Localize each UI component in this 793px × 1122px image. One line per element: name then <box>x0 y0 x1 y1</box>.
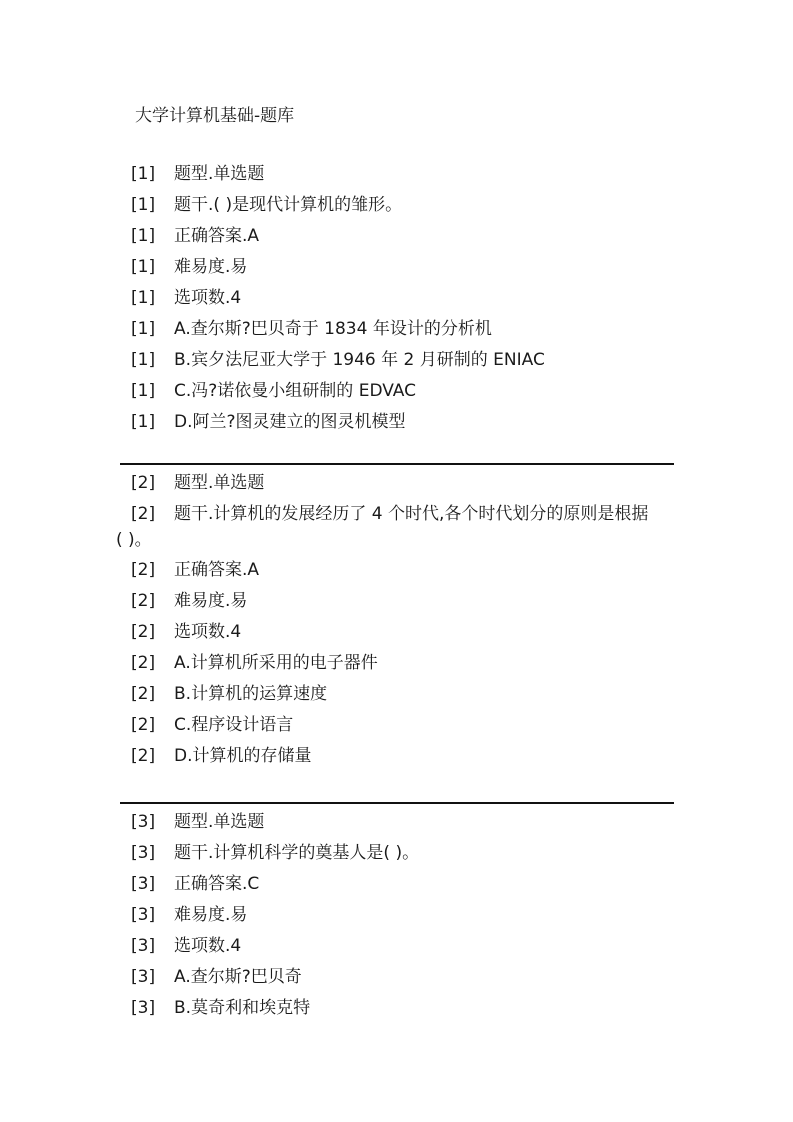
option-count: 选项数.4 <box>174 936 242 956</box>
question-number: [3] <box>131 843 156 863</box>
question-number: [1] <box>131 195 156 215</box>
question-number: [1] <box>131 381 156 401</box>
question-number: [1] <box>131 164 156 184</box>
question-number: [2] <box>131 653 156 673</box>
question-type: 题型.单选题 <box>174 473 265 493</box>
question-number: [3] <box>131 874 156 894</box>
question-line <box>120 410 680 441</box>
document-title: 大学计算机基础-题库 <box>135 106 295 126</box>
question-number: [1] <box>131 226 156 246</box>
question-number: [1] <box>131 319 156 339</box>
question-stem: 题干.计算机科学的奠基人是( )。 <box>174 843 420 863</box>
question-line <box>120 589 680 620</box>
question-type: 题型.单选题 <box>174 164 265 184</box>
question-stem-continuation: ( )。 <box>116 530 152 550</box>
question-line <box>120 558 680 589</box>
correct-answer: 正确答案.A <box>174 226 260 246</box>
option-d: D.阿兰?图灵建立的图灵机模型 <box>174 412 406 432</box>
question-line <box>120 965 680 996</box>
question-line <box>120 682 680 713</box>
question-line <box>120 934 680 965</box>
question-number: [2] <box>131 746 156 766</box>
question-number: [1] <box>131 288 156 308</box>
question-line <box>120 903 680 934</box>
option-b: B.莫奇利和埃克特 <box>174 998 311 1018</box>
question-number: [2] <box>131 473 156 493</box>
difficulty: 难易度.易 <box>174 591 248 611</box>
question-block-3 <box>120 810 680 1027</box>
question-line <box>120 348 680 379</box>
question-number: [2] <box>131 684 156 704</box>
question-number: [3] <box>131 905 156 925</box>
difficulty: 难易度.易 <box>174 257 248 277</box>
question-line <box>120 620 680 651</box>
question-line <box>120 744 680 775</box>
question-number: [2] <box>131 715 156 735</box>
question-line <box>120 193 680 224</box>
question-line <box>116 502 680 558</box>
question-line <box>120 996 680 1027</box>
question-number: [1] <box>131 412 156 432</box>
question-line <box>120 841 680 872</box>
option-b: B.计算机的运算速度 <box>174 684 328 704</box>
question-number: [1] <box>131 257 156 277</box>
question-stem: 题干.( )是现代计算机的雏形。 <box>174 195 403 215</box>
question-line <box>120 471 680 502</box>
question-number: [2] <box>131 560 156 580</box>
divider <box>120 802 674 804</box>
question-type: 题型.单选题 <box>174 812 265 832</box>
question-line <box>120 317 680 348</box>
question-stem: 题干.计算机的发展经历了 4 个时代,各个时代划分的原则是根据 <box>174 504 649 524</box>
question-line <box>120 810 680 841</box>
option-b: B.宾夕法尼亚大学于 1946 年 2 月研制的 ENIAC <box>174 350 545 370</box>
option-a: A.查尔斯?巴贝奇 <box>174 967 302 987</box>
correct-answer: 正确答案.A <box>174 560 260 580</box>
correct-answer: 正确答案.C <box>174 874 260 894</box>
question-line <box>120 713 680 744</box>
option-c: C.程序设计语言 <box>174 715 294 735</box>
question-number: [1] <box>131 350 156 370</box>
option-c: C.冯?诺依曼小组研制的 EDVAC <box>174 381 416 401</box>
difficulty: 难易度.易 <box>174 905 248 925</box>
question-number: [3] <box>131 812 156 832</box>
option-a: A.查尔斯?巴贝奇于 1834 年设计的分析机 <box>174 319 492 339</box>
question-block-1 <box>120 162 680 441</box>
question-number: [2] <box>131 504 156 524</box>
question-number: [3] <box>131 936 156 956</box>
option-count: 选项数.4 <box>174 622 242 642</box>
question-number: [3] <box>131 967 156 987</box>
question-number: [2] <box>131 591 156 611</box>
question-line <box>120 379 680 410</box>
divider <box>120 463 674 465</box>
question-number: [3] <box>131 998 156 1018</box>
option-d: D.计算机的存储量 <box>174 746 312 766</box>
option-a: A.计算机所采用的电子器件 <box>174 653 378 673</box>
question-line <box>120 224 680 255</box>
question-number: [2] <box>131 622 156 642</box>
question-line <box>120 162 680 193</box>
question-line <box>120 286 680 317</box>
question-line <box>120 651 680 682</box>
question-block-2 <box>116 471 680 775</box>
question-line <box>120 255 680 286</box>
option-count: 选项数.4 <box>174 288 242 308</box>
question-line <box>120 872 680 903</box>
